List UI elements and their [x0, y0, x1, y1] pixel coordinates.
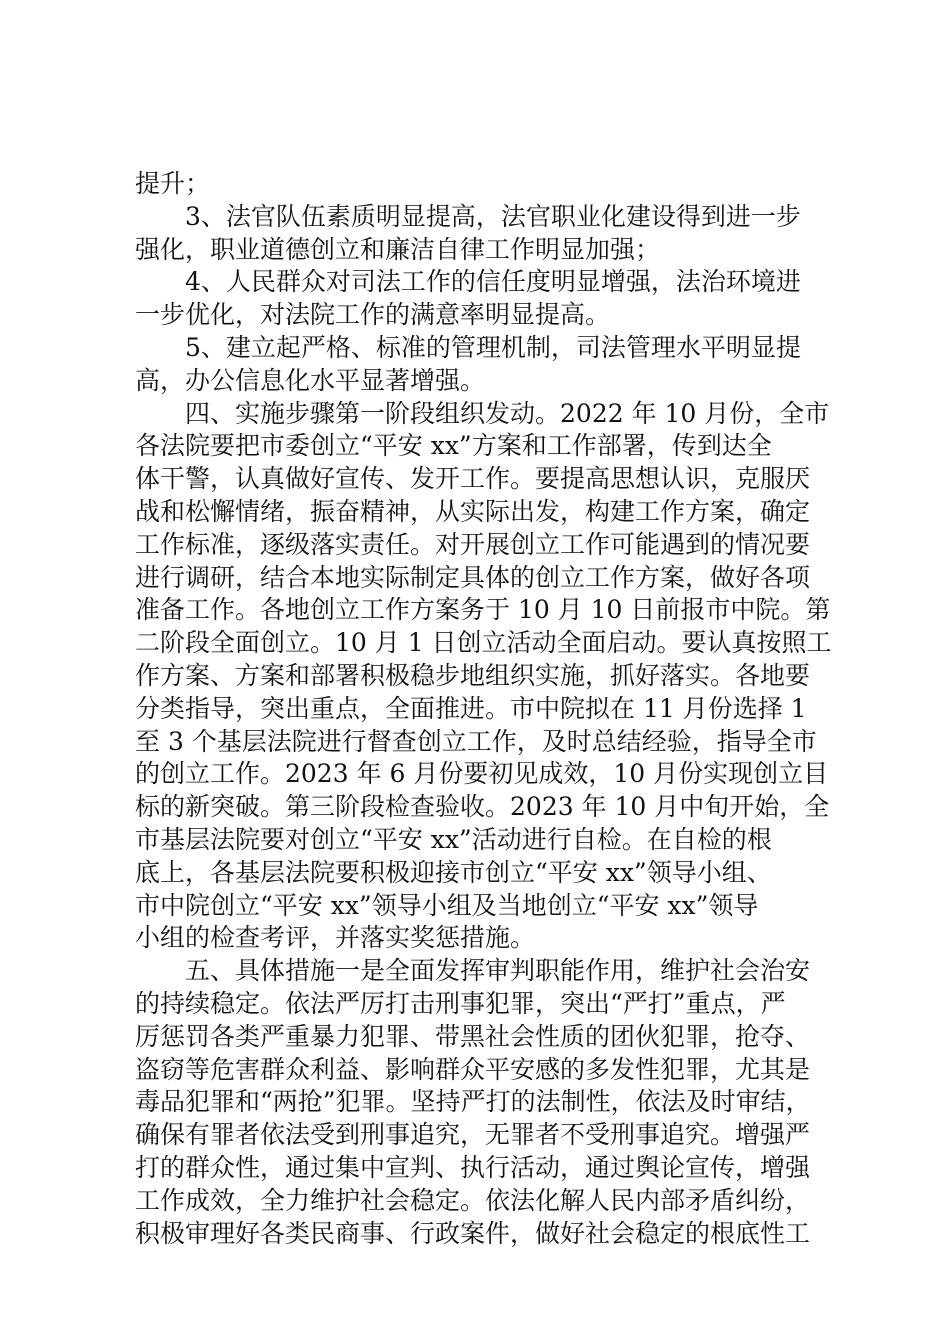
- text-line: 四、实施步骤第一阶段组织发动。2022 年 10 月份，全市: [185, 398, 830, 428]
- text-line: 进行调研，结合本地实际制定具体的创立工作方案，做好各项: [135, 562, 811, 592]
- text-line: 体干警，认真做好宣传、发开工作。要提高思想认识，克服厌: [135, 464, 811, 494]
- text-line: 积极审理好各类民商事、行政案件，做好社会稳定的根底性工: [135, 1218, 811, 1248]
- text-line: 工作成效，全力维护社会稳定。依法化解人民内部矛盾纠纷，: [135, 1185, 811, 1215]
- text-line: 确保有罪者依法受到刑事追究，无罪者不受刑事追究。增强严: [135, 1120, 811, 1150]
- text-line: 标的新突破。第三阶段检查验收。2023 年 10 月中旬开始，全: [135, 792, 830, 822]
- text-line: 的持续稳定。依法严厉打击刑事犯罪，突出“严打”重点，严: [135, 988, 786, 1018]
- text-line: 二阶段全面创立。10 月 1 日创立活动全面启动。要认真按照工: [135, 628, 832, 658]
- text-line: 战和松懈情绪，振奋精神，从实际出发，构建工作方案，确定: [135, 496, 811, 526]
- text-line: 底上，各基层法院要积极迎接市创立“平安 xx”领导小组、: [135, 857, 772, 887]
- text-line: 毒品犯罪和“两抢”犯罪。坚持严打的法制性，依法及时审结，: [135, 1087, 811, 1117]
- text-line: 4、人民群众对司法工作的信任度明显增强，法治环境进: [185, 267, 801, 297]
- text-line: 3、法官队伍素质明显提高，法官职业化建设得到进一步: [185, 201, 801, 231]
- text-line: 一步优化，对法院工作的满意率明显提高。: [135, 300, 611, 330]
- text-line: 强化，职业道德创立和廉洁自律工作明显加强；: [135, 234, 661, 264]
- text-line: 市基层法院要对创立“平安 xx”活动进行自检。在自检的根: [135, 824, 772, 854]
- text-line: 的创立工作。2023 年 6 月份要初见成效，10 月份实现创立目: [135, 759, 829, 789]
- text-line: 工作标准，逐级落实责任。对开展创立工作可能遇到的情况要: [135, 529, 811, 559]
- text-line: 盗窃等危害群众利益、影响群众平安感的多发性犯罪，尤其是: [135, 1054, 811, 1084]
- text-line: 五、具体措施一是全面发挥审判职能作用，维护社会治安: [185, 956, 811, 986]
- text-line: 打的群众性，通过集中宣判、执行活动，通过舆论宣传，增强: [135, 1152, 811, 1182]
- text-line: 提升；: [135, 169, 211, 198]
- text-line: 5、建立起严格、标准的管理机制，司法管理水平明显提: [185, 332, 801, 362]
- text-line: 市中院创立“平安 xx”领导小组及当地创立“平安 xx”领导: [135, 890, 759, 920]
- text-line: 准备工作。各地创立工作方案务于 10 月 10 日前报市中院。第: [135, 595, 831, 625]
- text-line: 分类指导，突出重点，全面推进。市中院拟在 11 月份选择 1: [135, 693, 807, 723]
- document-body: [135, 168, 832, 1250]
- text-line: 小组的检查考评，并落实奖惩措施。: [135, 923, 536, 953]
- text-line: 作方案、方案和部署积极稳步地组织实施，抓好落实。各地要: [135, 660, 811, 690]
- text-line: 厉惩罚各类严重暴力犯罪、带黑社会性质的团伙犯罪，抢夺、: [135, 1021, 811, 1051]
- text-line: 各法院要把市委创立“平安 xx”方案和工作部署，传到达全: [135, 431, 772, 461]
- text-line: 至 3 个基层法院进行督查创立工作，及时总结经验，指导全市: [135, 726, 817, 756]
- text-line: 高，办公信息化水平显著增强。: [135, 365, 486, 395]
